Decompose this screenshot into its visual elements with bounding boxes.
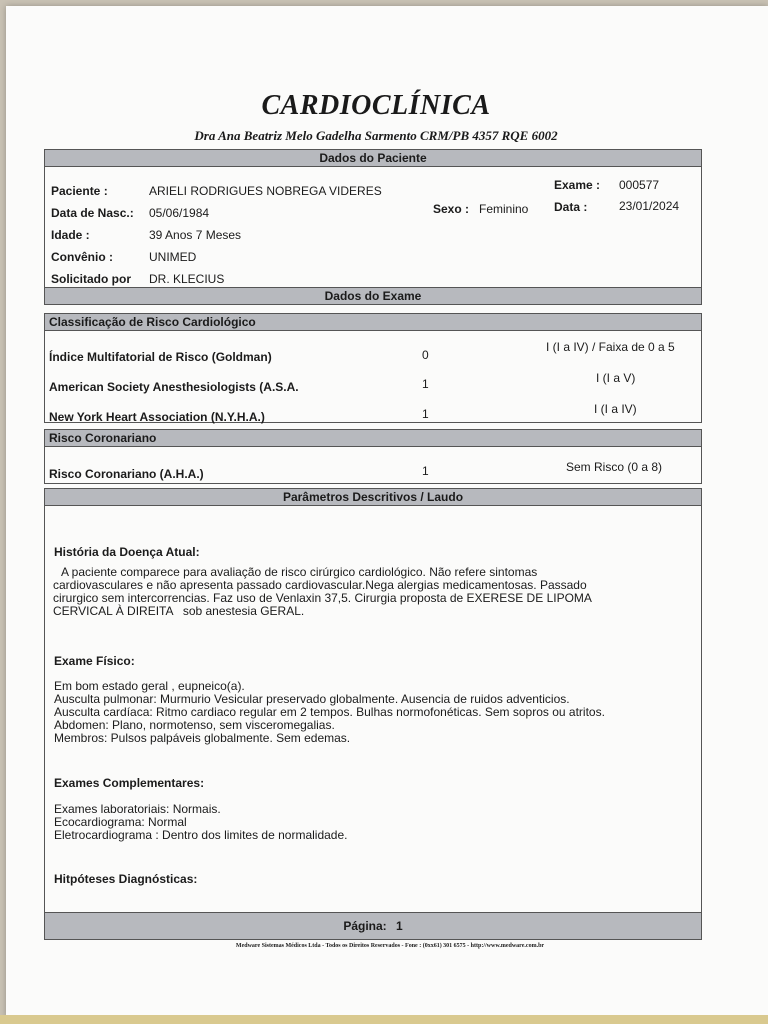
complementary-exam-line: Ecocardiograma: Normal [54, 815, 187, 829]
goldman-range: I (I a IV) / Faixa de 0 a 5 [546, 340, 675, 354]
nyha-value: 1 [422, 407, 429, 421]
exam-date: 23/01/2024 [619, 199, 680, 213]
patient-section-header: Dados do Paciente [44, 149, 702, 167]
clinic-name: CARDIOCLÍNICA [261, 90, 491, 121]
sex: Feminino [479, 202, 529, 216]
complementary-exam-line: Eletrocardiograma : Dentro dos limites de normalidade. [54, 828, 348, 842]
physical-exam-line: Ausculta cardíaca: Ritmo cardiaco regular em 2 tempos. Bulhas normofonéticas. Sem sopros ou atritos. [54, 705, 605, 719]
physical-exam-title: Exame Físico: [54, 654, 135, 668]
footer-text: Medware Sistemas Médicos Ltda - Todos os Direitos Reservados - Fone : (0xx61) 301 6575 - http://www.medware.com.br [235, 943, 545, 949]
complementary-exam-line: Exames laboratoriais: Normais. [54, 802, 221, 816]
complementary-exams-text [54, 803, 699, 842]
goldman-value: 0 [422, 348, 429, 362]
coronary-risk-box [44, 446, 702, 484]
history-text [53, 566, 693, 618]
physical-exam-text [54, 680, 699, 745]
patient-name: ARIELI RODRIGUES NOBREGA VIDERES [149, 184, 382, 198]
report-box [44, 505, 702, 913]
asa-value: 1 [422, 377, 429, 391]
goldman-label: Índice Multifatorial de Risco (Goldman) [49, 350, 272, 364]
birth-date: 05/06/1984 [149, 206, 210, 220]
page-number-bar [44, 912, 702, 940]
page-number: 1 [396, 919, 403, 933]
history-line: A paciente comparece para avaliação de risco cirúrgico cardiológico. Não refere sintomas [61, 565, 538, 579]
coronary-risk-value: 1 [422, 464, 429, 478]
doctor-name: Dra Ana Beatriz Melo Gadelha Sarmento CRM/PB 4357 RQE 6002 [194, 128, 558, 143]
coronary-risk-label: Risco Coronariano (A.H.A.) [49, 467, 204, 481]
history-line: cardiovasculares e não apresenta passado cardiovascular.Nega alergias medicamentosas. Passado [53, 578, 587, 592]
page-label: Página: [343, 919, 387, 933]
age: 39 Anos 7 Meses [149, 228, 242, 242]
asa-range: I (I a V) [596, 371, 636, 385]
document-page [6, 6, 768, 1018]
sex-label: Sexo : [433, 202, 470, 216]
diagnostic-hypotheses-title: Hitpóteses Diagnósticas: [54, 872, 198, 886]
birth-date-label: Data de Nasc.: [51, 206, 134, 220]
exam-number: 000577 [619, 178, 660, 192]
exam-section-header: Dados do Exame [44, 287, 702, 305]
complementary-exams-title: Exames Complementares: [54, 776, 205, 790]
age-label: Idade : [51, 228, 90, 242]
physical-exam-line: Em bom estado geral , eupneico(a). [54, 679, 245, 693]
insurance-label: Convênio : [51, 250, 113, 264]
requested-by: DR. KLECIUS [149, 272, 225, 286]
exam-date-label: Data : [554, 200, 588, 214]
report-header: Parâmetros Descritivos / Laudo [44, 488, 702, 506]
cardio-risk-header: Classificação de Risco Cardiológico [44, 313, 702, 331]
nyha-label: New York Heart Association (N.Y.H.A.) [49, 410, 265, 424]
exam-number-label: Exame : [554, 178, 601, 192]
history-line: cirurgico sem intercorrencias. Faz uso de Venlaxin 37,5. Cirurgia proposta de EXERESE DE LIPOMA [53, 591, 592, 605]
physical-exam-line: Membros: Pulsos palpáveis globalmente. Sem edemas. [54, 731, 351, 745]
patient-section-box [44, 166, 702, 288]
history-line: CERVICAL À DIREITA sob anestesia GERAL. [53, 604, 305, 618]
history-title: História da Doença Atual: [54, 545, 200, 559]
physical-exam-line: Abdomen: Plano, normotenso, sem visceromegalias. [54, 718, 335, 732]
coronary-risk-header: Risco Coronariano [44, 429, 702, 447]
paper-edge [0, 1015, 768, 1024]
nyha-range: I (I a IV) [594, 402, 637, 416]
patient-name-label: Paciente : [51, 184, 108, 198]
requested-by-label: Solicitado por [51, 272, 132, 286]
insurance: UNIMED [149, 250, 197, 264]
cardio-risk-box [44, 330, 702, 423]
coronary-risk-range: Sem Risco (0 a 8) [566, 460, 663, 474]
asa-label: American Society Anesthesiologists (A.S.A. [49, 380, 299, 394]
physical-exam-line: Ausculta pulmonar: Murmurio Vesicular preservado globalmente. Ausencia de ruidos adventicios. [54, 692, 570, 706]
